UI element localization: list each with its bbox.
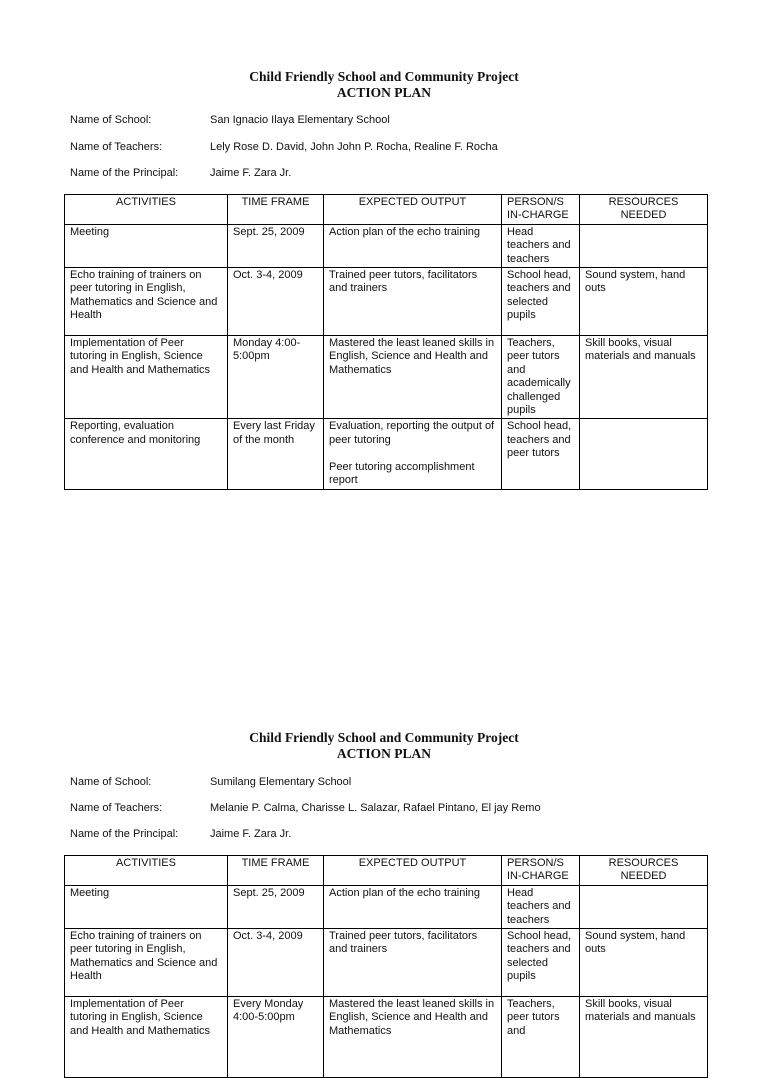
cell-person-in-charge: School head, teachers and selected pupils [502, 268, 580, 336]
cell-resources: Sound system, hand outs [580, 929, 708, 997]
cell-expected-output: Action plan of the echo training [324, 224, 502, 267]
header-time-frame: TIME FRAME [228, 856, 324, 886]
table-row [65, 224, 708, 267]
title-line-1: Child Friendly School and Community Project [249, 730, 519, 745]
cell-person-in-charge: Teachers, peer tutors and academically challenged pupils [502, 336, 580, 419]
cell-expected-output: Mastered the least leaned skills in English, Science and Health and Mathematics [324, 997, 502, 1078]
cell-resources [580, 885, 708, 928]
table-row [65, 268, 708, 336]
cell-activity: Meeting [65, 885, 228, 928]
cell-time-frame: Every last Friday of the month [228, 419, 324, 489]
table-row [65, 997, 708, 1078]
cell-resources [580, 224, 708, 267]
title-line-2: ACTION PLAN [336, 746, 432, 761]
cell-expected-output: Evaluation, reporting the output of peer tutoring Peer tutoring accomplishment report [324, 419, 502, 489]
teachers-label: Name of Teachers: [70, 802, 163, 814]
header-persons-in-charge: PERSON/S IN-CHARGE [502, 856, 580, 886]
teachers-value: Melanie P. Calma, Charisse L. Salazar, Rafael Pintano, El jay Remo [210, 802, 541, 814]
principal-value: Jaime F. Zara Jr. [210, 167, 292, 179]
cell-time-frame: Oct. 3-4, 2009 [228, 929, 324, 997]
table-row [65, 419, 708, 489]
action-plan-table [64, 194, 708, 490]
header-expected-output: EXPECTED OUTPUT [324, 195, 502, 225]
cell-time-frame: Sept. 25, 2009 [228, 885, 324, 928]
cell-person-in-charge: School head, teachers and peer tutors [502, 419, 580, 489]
cell-resources: Skill books, visual materials and manuals [580, 336, 708, 419]
cell-resources [580, 419, 708, 489]
header-resources-needed: RESOURCES NEEDED [580, 195, 708, 225]
cell-activity: Reporting, evaluation conference and monitoring [65, 419, 228, 489]
table-header-row [65, 195, 708, 225]
header-expected-output: EXPECTED OUTPUT [324, 856, 502, 886]
cell-expected-output: Mastered the least leaned skills in English, Science and Health and Mathematics [324, 336, 502, 419]
cell-person-in-charge: School head, teachers and selected pupils [502, 929, 580, 997]
school-label: Name of School: [70, 776, 152, 788]
cell-person-in-charge: Head teachers and teachers [502, 224, 580, 267]
plan-title [0, 730, 768, 762]
title-line-2: ACTION PLAN [336, 85, 432, 100]
school-value: Sumilang Elementary School [210, 776, 352, 788]
header-activities: ACTIVITIES [65, 856, 228, 886]
table-row [65, 336, 708, 419]
table-row [65, 885, 708, 928]
table-header-row [65, 856, 708, 886]
header-time-frame: TIME FRAME [228, 195, 324, 225]
cell-expected-output: Trained peer tutors, facilitators and trainers [324, 929, 502, 997]
plan-title [0, 69, 768, 101]
school-value: San Ignacio Ilaya Elementary School [210, 114, 390, 126]
cell-resources: Sound system, hand outs [580, 268, 708, 336]
cell-activity: Meeting [65, 224, 228, 267]
header-activities: ACTIVITIES [65, 195, 228, 225]
school-label: Name of School: [70, 114, 152, 126]
cell-activity: Echo training of trainers on peer tutoring in English, Mathematics and Science and Health [65, 268, 228, 336]
action-plan-table [64, 855, 708, 1078]
teachers-label: Name of Teachers: [70, 141, 163, 153]
cell-time-frame: Sept. 25, 2009 [228, 224, 324, 267]
cell-activity: Implementation of Peer tutoring in English, Science and Health and Mathematics [65, 336, 228, 419]
cell-expected-output: Action plan of the echo training [324, 885, 502, 928]
header-resources-needed: RESOURCES NEEDED [580, 856, 708, 886]
cell-time-frame: Every Monday 4:00-5:00pm [228, 997, 324, 1078]
title-line-1: Child Friendly School and Community Project [249, 69, 519, 84]
table-row [65, 929, 708, 997]
cell-time-frame: Monday 4:00-5:00pm [228, 336, 324, 419]
cell-person-in-charge: Teachers, peer tutors and [502, 997, 580, 1078]
cell-resources: Skill books, visual materials and manuals [580, 997, 708, 1078]
cell-expected-output: Trained peer tutors, facilitators and trainers [324, 268, 502, 336]
principal-label: Name of the Principal: [70, 167, 179, 179]
header-persons-in-charge: PERSON/S IN-CHARGE [502, 195, 580, 225]
teachers-value: Lely Rose D. David, John John P. Rocha, Realine F. Rocha [210, 141, 498, 153]
principal-label: Name of the Principal: [70, 828, 179, 840]
cell-activity: Implementation of Peer tutoring in English, Science and Health and Mathematics [65, 997, 228, 1078]
principal-value: Jaime F. Zara Jr. [210, 828, 292, 840]
cell-activity: Echo training of trainers on peer tutoring in English, Mathematics and Science and Health [65, 929, 228, 997]
cell-time-frame: Oct. 3-4, 2009 [228, 268, 324, 336]
cell-person-in-charge: Head teachers and teachers [502, 885, 580, 928]
